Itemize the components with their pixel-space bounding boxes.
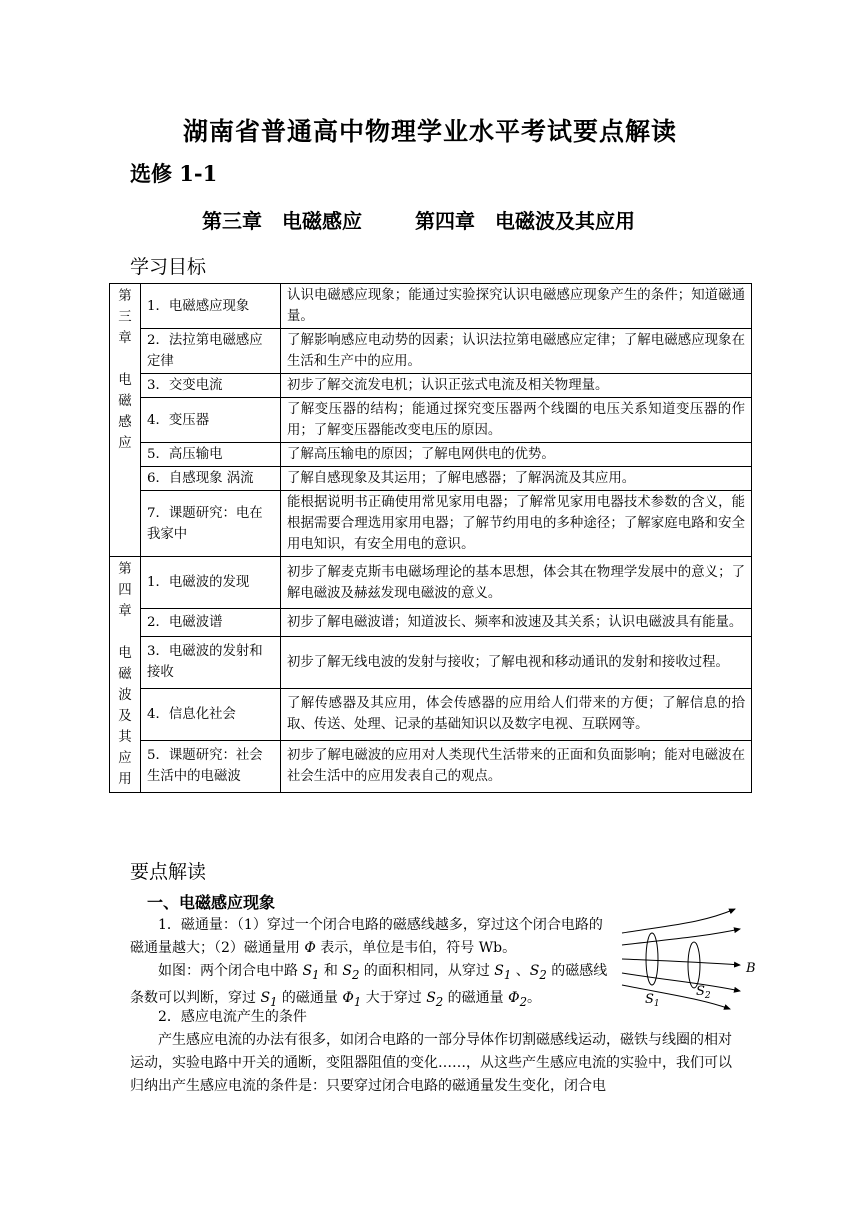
key-points-heading: 要点解读: [130, 861, 207, 883]
description-cell: 初步了解麦克斯韦电磁场理论的基本思想，体会其在物理学发展中的意义；了解电磁波及赫兹发现电磁波的意义。: [281, 557, 752, 609]
description-cell: 初步了解电磁波谱；知道波长、频率和波速及其关系；认识电磁波具有能量。: [281, 609, 752, 637]
table-row: [110, 740, 752, 792]
topic-cell: 1．电磁波的发现: [141, 557, 281, 609]
table-row: [110, 398, 752, 443]
description-cell: 了解高压输电的原因；了解电网供电的优势。: [281, 443, 752, 467]
paragraph-induced-current-title: 2．感应电流产生的条件: [158, 1009, 307, 1025]
page-title: 湖南省普通高中物理学业水平考试要点解读: [182, 117, 677, 146]
learning-goals-table: [109, 283, 752, 793]
field-line: [622, 959, 740, 965]
description-cell: 初步了解电磁波的应用对人类现代生活带来的正面和负面影响；能对电磁波在社会生活中的应用发表自己的观点。: [281, 740, 752, 792]
sym-phi2: $\Phi_2$: [508, 989, 528, 1009]
sym-phi1: $\Phi_1$: [342, 989, 362, 1009]
table-row: [110, 609, 752, 637]
description-cell: 了解传感器及其应用，体会传感器的应用给人们带来的方便；了解信息的拾取、传送、处理、记录的基础知识以及数字电视、互联网等。: [281, 688, 752, 740]
chapter-3-heading: 第三章 电磁感应: [202, 209, 362, 233]
topic-cell: 2．法拉第电磁感应定律: [141, 329, 281, 374]
topic-cell: 6．自感现象 涡流: [141, 467, 281, 491]
sym-s1: $S_1$: [302, 963, 320, 982]
label-b: B: [746, 961, 756, 976]
description-cell: 初步了解交流发电机；认识正弦式电流及相关物理量。: [281, 374, 752, 398]
topic-cell: 4．信息化社会: [141, 688, 281, 740]
topic-cell: 2．电磁波谱: [141, 609, 281, 637]
table-row: [110, 636, 752, 688]
table-row: [110, 688, 752, 740]
topic-cell: 3．电磁波的发射和接收: [141, 636, 281, 688]
chapter-headings: [202, 205, 681, 234]
section-1-heading: 一、电磁感应现象: [147, 893, 276, 912]
table-row: [110, 374, 752, 398]
table-row: [110, 329, 752, 374]
loop-s2: [688, 942, 700, 988]
topic-cell: 5．高压输电: [141, 443, 281, 467]
chapter-4-label-cell: 第 四 章 电 磁 波 及 其 应 用: [110, 557, 141, 793]
label-s2: $S_2$: [696, 984, 711, 1001]
description-cell: 认识电磁感应现象；能通过实验探究认识电磁感应现象产生的条件；知道磁通量。: [281, 284, 752, 329]
table-row: [110, 284, 752, 329]
description-cell: 了解影响感应电动势的因素；认识法拉第电磁感应定律；了解电磁感应现象在生活和生产中的应用。: [281, 329, 752, 374]
topic-cell: 5．课题研究：社会生活中的电磁波: [141, 740, 281, 792]
label-s1: $S_1$: [645, 992, 660, 1009]
topic-cell: 3．交变电流: [141, 374, 281, 398]
table-row: [110, 491, 752, 557]
chapter-4-heading: 第四章 电磁波及其应用: [414, 209, 635, 233]
sym-s2: $S_2$: [342, 963, 360, 982]
description-cell: 能根据说明书正确使用常见家用电器；了解常见家用电器技术参数的含义，能根据需要合理选用家用电器；了解节约用电的多种途径；了解家庭电路和安全用电知识，有安全用电的意识。: [281, 491, 752, 557]
paragraph-figure-explanation: 如图：两个闭合电中路 $S_1$ 和 $S_2$ 的面积相同，从穿过 $S_1$ 、$S_2$ 的磁感线条数可以判断，穿过 $S_1$ 的磁通量 $\Phi_1$ 大于穿过 $S_2$ 的磁通量 $\Phi_2$。: [130, 963, 608, 1009]
field-line: [622, 929, 740, 945]
paragraph-induced-current: 产生感应电流的办法有很多，如闭合电路的一部分导体作切割磁感线运动，磁铁与线圈的相对运动，实验电路中开关的通断，变阻器阻值的变化……，从这些产生感应电流的实验中，我们可以归纳出产生感应电流的条件是：只要穿过闭合电路的磁通量发生变化，闭合电: [130, 1032, 732, 1094]
description-cell: 了解变压器的结构；能通过探究变压器两个线圈的电压关系知道变压器的作用；了解变压器能改变电压的原因。: [281, 398, 752, 443]
table-row: [110, 557, 752, 609]
description-cell: 了解自感现象及其运用；了解电感器；了解涡流及其应用。: [281, 467, 752, 491]
module-subtitle: 选修 1-1: [130, 161, 218, 186]
table-row: [110, 467, 752, 491]
goals-heading: 学习目标: [130, 256, 207, 278]
description-cell: 初步了解无线电波的发射与接收；了解电视和移动通讯的发射和接收过程。: [281, 636, 752, 688]
topic-cell: 1．电磁感应现象: [141, 284, 281, 329]
topic-cell: 4．变压器: [141, 398, 281, 443]
field-line: [622, 909, 735, 933]
field-line: [622, 985, 730, 1009]
table-row: [110, 443, 752, 467]
paragraph-flux: 1．磁通量：（1）穿过一个闭合电路的磁感线越多，穿过这个闭合电路的磁通量越大；（2）磁通量用 Φ 表示，单位是韦伯，符号 Wb。: [130, 917, 603, 956]
magnetic-flux-figure: [612, 905, 772, 1015]
topic-cell: 7．课题研究：电在我家中: [141, 491, 281, 557]
chapter-3-label-cell: 第 三 章 电 磁 感 应: [110, 284, 141, 557]
